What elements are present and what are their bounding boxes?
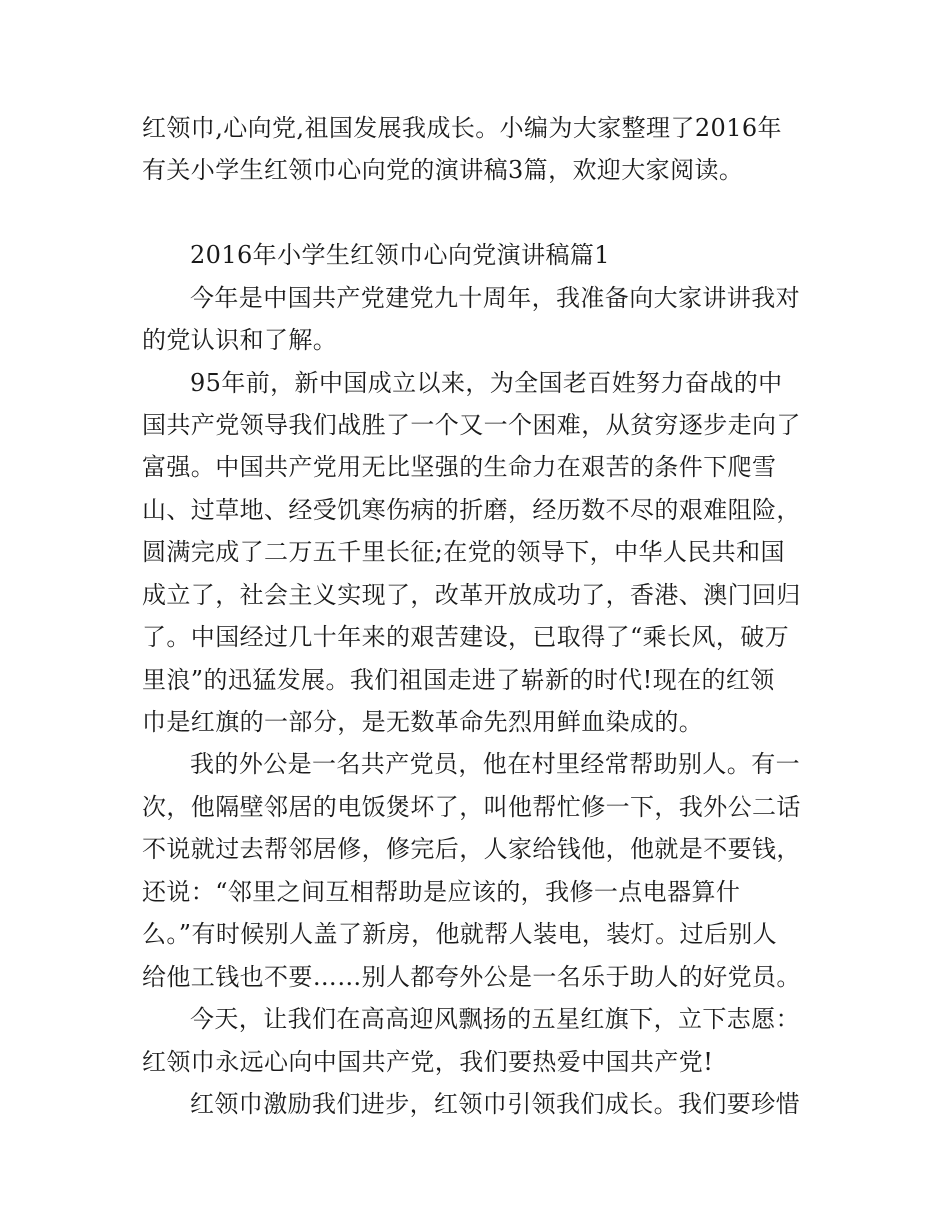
paragraph-line: 圆满完成了二万五千里长征;在党的领导下，中华人民共和国 [142,538,785,566]
paragraph-line: 不说就过去帮邻居修，修完后，人家给钱他，他就是不要钱， [142,835,801,863]
paragraph-line: 今年是中国共产党建党九十周年，我准备向大家讲讲我对 [190,284,800,312]
paragraph-line: 里浪”的迅猛发展。我们祖国走进了崭新的时代!现在的红领 [142,666,775,694]
paragraph-line: 山、过草地、经受饥寒伤病的折磨，经历数不尽的艰难阻险， [142,496,801,524]
paragraph-line: 次，他隔壁邻居的电饭煲坏了，叫他帮忙修一下，我外公二话 [142,793,801,821]
paragraph-line: 国共产党领导我们战胜了一个又一个困难，从贫穷逐步走向了 [142,411,801,439]
intro-line: 红领巾,心向党,祖国发展我成长。小编为大家整理了2016年 [142,114,782,142]
paragraph-line: 还说：“邻里之间互相帮助是应该的，我修一点电器算什 [142,878,741,906]
section-heading: 2016年小学生红领巾心向党演讲稿篇1 [190,241,610,269]
paragraph-line: 么。”有时候别人盖了新房，他就帮人装电，装灯。过后别人 [142,920,778,948]
paragraph-line: 富强。中国共产党用无比坚强的生命力在艰苦的条件下爬雪 [142,453,777,481]
paragraph-line: 成立了，社会主义实现了，改革开放成功了，香港、澳门回归 [142,581,801,609]
paragraph-line: 巾是红旗的一部分，是无数革命先烈用鲜血染成的。 [142,708,704,736]
paragraph-line: 给他工钱也不要……别人都夸外公是一名乐于助人的好党员。 [142,963,801,991]
paragraph-line: 了。中国经过几十年来的艰苦建设，已取得了“乘长风，破万 [142,623,790,651]
paragraph-line: 红领巾激励我们进步，红领巾引领我们成长。我们要珍惜 [190,1090,800,1118]
paragraph-line: 今天，让我们在高高迎风飘扬的五星红旗下，立下志愿： [190,1005,800,1033]
intro-line: 有关小学生红领巾心向党的演讲稿3篇，欢迎大家阅读。 [142,156,744,184]
paragraph-line: 红领巾永远心向中国共产党，我们要热爱中国共产党! [142,1048,714,1076]
paragraph-line: 95年前，新中国成立以来，为全国老百姓努力奋战的中 [190,369,783,397]
paragraph-line: 的党认识和了解。 [142,326,338,354]
paragraph-line: 我的外公是一名共产党员，他在村里经常帮助别人。有一 [190,750,800,778]
